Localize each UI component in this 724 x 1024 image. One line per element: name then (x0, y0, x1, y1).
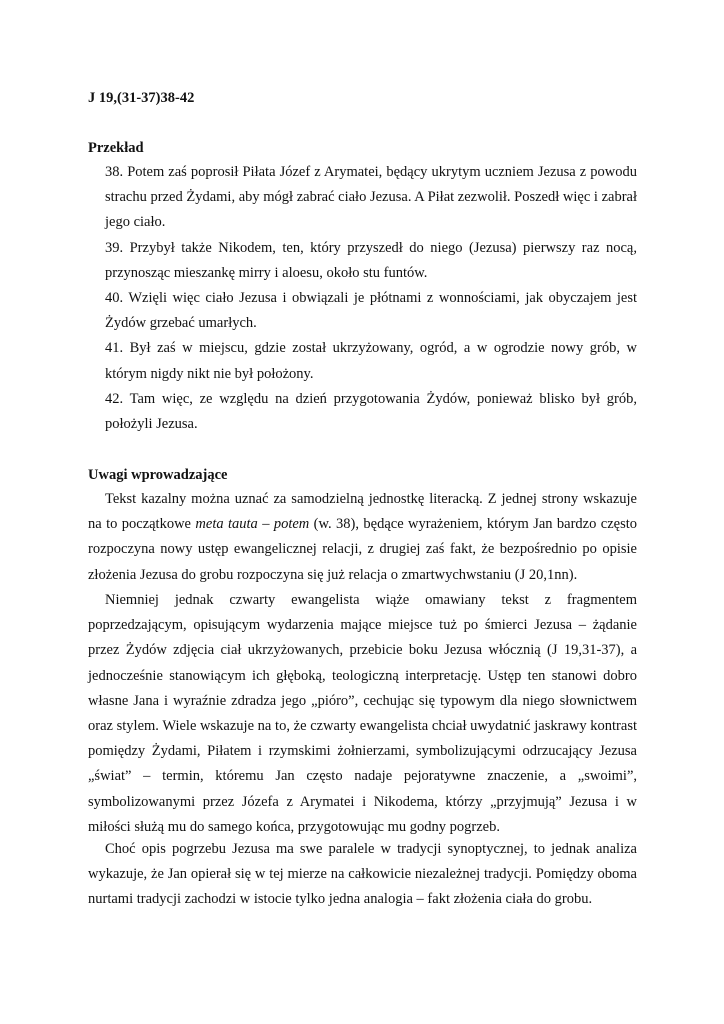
verse-38: 38. Potem zaś poprosił Piłata Józef z Arymatei, będący ukrytym uczniem Jezusa z powodu strachu przed Żydami, aby mógł zabrać ciało Jezusa. A Piłat zezwolił. Poszedł więc i zabrał jego ciało. (105, 164, 637, 231)
intro-paragraph-2 (88, 588, 637, 840)
paragraph-text: Niemniej jednak czwarty ewangelista wiąże omawiany tekst z fragmentem poprzedzającym, opisującym wydarzenia mające miejsce tuż po śmierci Jezusa – żądanie przez Żydów zdjęcia ciał ukrzyżowanych, przebicie boku Jezusa włócznią (J 19,31-37), a jednocześnie stanowiącym ich głęboką, teologiczną interpretację. Ustęp ten stanowi dobro własne Jana i wyraźnie zdradza jego „pióro”, cechując się typowym dla niego słownictwem oraz stylem. Wiele wskazuje na to, że czwarty ewangelista chciał uwydatnić jaskrawy kontrast pomiędzy Żydami, Piłatem i rzymskimi żołnierzami, symbolizującymi odrzucający Jezusa „świat” – termin, któremu Jan często nadaje pejoratywne znaczenie, a „swoimi”, symbolizowanymi przez Józefa z Arymatei i Nikodema, którzy „przyjmują” Jezusa i w miłości służą mu do samego końca, przygotowując mu godny pogrzeb. (88, 592, 637, 835)
verse-41: 41. Był zaś w miejscu, gdzie został ukrzyżowany, ogród, a w ogrodzie nowy grób, w którym nigdy nikt nie był położony. (105, 340, 637, 382)
verse-42: 42. Tam więc, ze względu na dzień przygotowania Żydów, ponieważ blisko był grób, położyli Jezusa. (105, 390, 637, 433)
paragraph-text-start: Tekst kazalny można uznać za samodzielną jednostkę literacką. Z jednej strony wskazuje na to początkowe (88, 491, 637, 533)
verse-40: 40. Wzięli więc ciało Jezusa i obwiązali je płótnami z wonnościami, jak obyczajem jest Żydów grzebać umarłych. (105, 290, 637, 332)
verse-39: 39. Przybył także Nikodem, ten, który przyszedł do niego (Jezusa) pierwszy raz nocą, przynosząc mieszankę mirry i aloesu, około stu funtów. (105, 239, 637, 281)
passage-reference: J 19,(31-37)38-42 (88, 90, 195, 106)
translation-heading: Przekład (88, 140, 144, 156)
intro-paragraph-1 (88, 487, 637, 588)
paragraph-text-end: (w. 38), będące wyrażeniem, którym Jan bardzo często rozpoczyna nowy ustęp ewangelicznej relacji, z drugiej zaś fakt, że bezpośrednio po opisie złożenia Jezusa do grobu rozpoczyna się już relacja o zmartwychwstaniu (J 20,1nn). (88, 516, 637, 583)
translation-verses (105, 160, 637, 437)
paragraph-text: Choć opis pogrzebu Jezusa ma swe paralele w tradycji synoptycznej, to jednak analiza wykazuje, że Jan opierał się w tej mierze na całkowicie niezależnej tradycji. Pomiędzy oboma nurtami tradycji zachodzi w istocie tylko jedna analogia – fakt złożenia ciała do grobu. (88, 841, 637, 908)
paragraph-text (88, 487, 637, 588)
intro-heading: Uwagi wprowadzające (88, 467, 228, 483)
intro-paragraph-3 (88, 837, 637, 913)
greek-phrase: meta tauta – potem (195, 516, 310, 533)
